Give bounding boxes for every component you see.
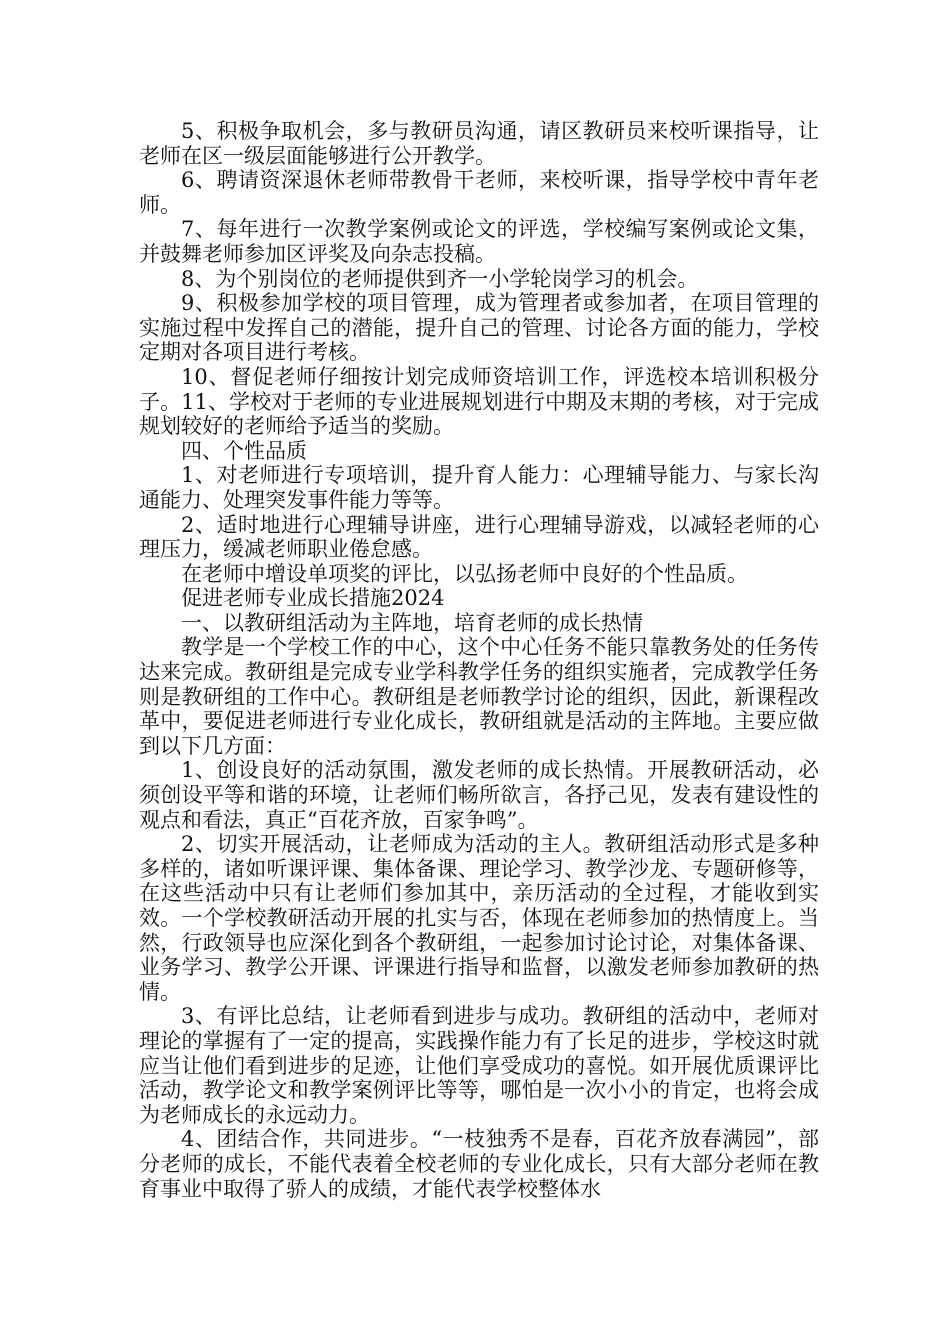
paragraph-measure-4: 4、团结合作，共同进步。“一枝独秀不是春，百花齐放春满园”，部分老师的成长，不能代表着全校老师的专业化成长，只有大部分老师在教育事业中取得了骄人的成绩，才能代表学校整体水 (139, 1127, 819, 1201)
paragraph-item-7: 7、每年进行一次教学案例或论文的评选，学校编写案例或论文集，并鼓舞老师参加区评奖及向杂志投稿。 (139, 217, 819, 266)
paragraph-measure-3: 3、有评比总结，让老师看到进步与成功。教研组的活动中，老师对理论的掌握有了一定的提高，实践操作能力有了长足的进步，学校这时就应当让他们看到进步的足迹，让他们享受成功的喜悦。如开展优质课评比活动，教学论文和教学案例评比等等，哪怕是一次小小的肯定，也将会成为老师成长的永远动力。 (139, 1004, 819, 1127)
paragraph-measure-2: 2、切实开展活动，让老师成为活动的主人。教研组活动形式是多种多样的，诸如听课评课、集体备课、理论学习、教学沙龙、专题研修等，在这些活动中只有让老师们参加其中，亲历活动的全过程，才能收到实效。一个学校教研活动开展的扎实与否，体现在老师参加的热情度上。当然，行政领导也应深化到各个教研组，一起参加讨论讨论，对集体备课、业务学习、教学公开课、评课进行指导和监督，以激发老师参加教研的热情。 (139, 832, 819, 1004)
paragraph-item-10-11: 10、督促老师仔细按计划完成师资培训工作，评选校本培训积极分子。11、学校对于老师的专业进展规划进行中期及末期的考核，对于完成规划较好的老师给予适当的奖励。 (139, 364, 819, 439)
section-heading-personal-quality: 四、个性品质 (181, 438, 307, 463)
paragraph-quality-1: 1、对老师进行专项培训，提升育人能力：心理辅导能力、与家长沟通能力、处理突发事件能力等等。 (139, 463, 819, 512)
document-body (139, 119, 819, 1201)
paragraph-item-8: 8、为个别岗位的老师提供到齐一小学轮岗学习的机会。 (181, 266, 699, 291)
document-title: 促进老师专业成长措施2024 (181, 586, 445, 611)
paragraph-intro: 教学是一个学校工作的中心，这个中心任务不能只靠教务处的任务传达来完成。教研组是完成专业学科教学任务的组织实施者，完成教学任务则是教研组的工作中心。教研组是老师教学讨论的组织，因此，新课程改革中，要促进老师进行专业化成长，教研组就是活动的主阵地。主要应做到以下几方面： (139, 635, 819, 758)
paragraph-item-6: 6、聘请资深退休老师带教骨干老师，来校听课，指导学校中青年老师。 (139, 168, 819, 217)
paragraph-measure-1: 1、创设良好的活动氛围，激发老师的成长热情。开展教研活动，必须创设平等和谐的环境，让老师们畅所欲言，各抒己见，发表有建设性的观点和看法，真正“百花齐放，百家争鸣”。 (139, 758, 819, 832)
paragraph-quality-award: 在老师中增设单项奖的评比，以弘扬老师中良好的个性品质。 (181, 561, 748, 586)
paragraph-quality-2: 2、适时地进行心理辅导讲座，进行心理辅导游戏，以减轻老师的心理压力，缓减老师职业倦怠感。 (139, 512, 819, 562)
section-heading-teaching-group: 一、以教研组活动为主阵地，培育老师的成长热情 (181, 610, 643, 635)
paragraph-item-9: 9、积极参加学校的项目管理，成为管理者或参加者，在项目管理的实施过程中发挥自己的潜能，提升自己的管理、讨论各方面的能力，学校定期对各项目进行考核。 (139, 291, 819, 365)
paragraph-item-5: 5、积极争取机会，多与教研员沟通，请区教研员来校听课指导，让老师在区一级层面能够进行公开教学。 (139, 119, 819, 168)
